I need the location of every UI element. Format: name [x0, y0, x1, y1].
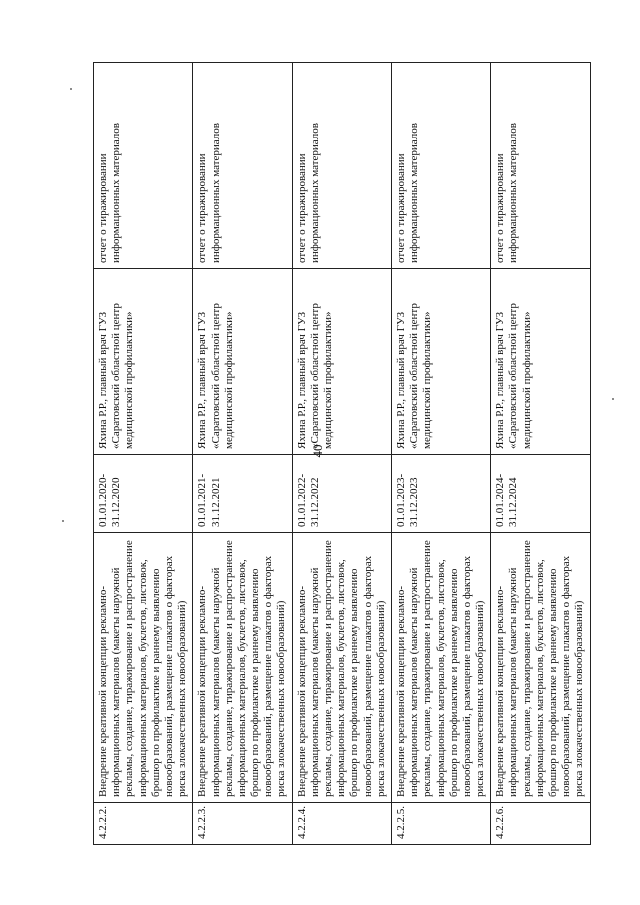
activity-description: Внедрение креативной концепции рекламно-информационных материалов (макеты наружной рекламы, создание, тиражирование и распространение информационных материалов, буклетов, листовок, брошюр по профилактике и раннему выявлению новообразований, размещение плакатов о факторах риска злокачественных новообразований): [193, 533, 292, 803]
expected-result: отчет о тиражировании информационных материалов: [193, 63, 292, 269]
plan-table-area: [93, 63, 586, 845]
activity-description: Внедрение креативной концепции рекламно-информационных материалов (макеты наружной рекламы, создание, тиражирование и распространение информационных материалов, буклетов, листовок, брошюр по профилактике и раннему выявлению новообразований, размещение плакатов о факторах риска злокачественных новообразований): [94, 533, 193, 803]
date-range: 01.01.2024-31.12.2024: [491, 455, 590, 533]
item-number: 4.2.2.6.: [491, 803, 590, 845]
responsible-person: Яхина Р.Р., главный врач ГУЗ «Саратовский областной центр медицинской профилактики»: [391, 269, 490, 455]
page-number: 40: [310, 444, 325, 458]
responsible-person: Яхина Р.Р., главный врач ГУЗ «Саратовский областной центр медицинской профилактики»: [94, 269, 193, 455]
table-row: [391, 63, 490, 845]
activity-description: Внедрение креативной концепции рекламно-информационных материалов (макеты наружной рекламы, создание, тиражирование и распространение информационных материалов, буклетов, листовок, брошюр по профилактике и раннему выявлению новообразований, размещение плакатов о факторах риска злокачественных новообразований): [391, 533, 490, 803]
plan-table: [93, 62, 591, 845]
date-range: 01.01.2023-31.12.2023: [391, 455, 490, 533]
expected-result: отчет о тиражировании информационных материалов: [94, 63, 193, 269]
item-number: 4.2.2.5.: [391, 803, 490, 845]
activity-description: Внедрение креативной концепции рекламно-информационных материалов (макеты наружной рекламы, создание, тиражирование и распространение информационных материалов, буклетов, листовок, брошюр по профилактике и раннему выявлению новообразований, размещение плакатов о факторах риска злокачественных новообразований): [292, 533, 391, 803]
expected-result: отчет о тиражировании информационных материалов: [391, 63, 490, 269]
expected-result: отчет о тиражировании информационных материалов: [491, 63, 590, 269]
table-row: [491, 63, 590, 845]
scan-speck: [612, 398, 614, 400]
table-row: [193, 63, 292, 845]
date-range: 01.01.2020-31.12.2020: [94, 455, 193, 533]
responsible-person: Яхина Р.Р., главный врач ГУЗ «Саратовский областной центр медицинской профилактики»: [491, 269, 590, 455]
scan-speck: [70, 88, 72, 90]
date-range: 01.01.2021-31.12.2021: [193, 455, 292, 533]
item-number: 4.2.2.4.: [292, 803, 391, 845]
scan-speck: [62, 520, 64, 522]
activity-description: Внедрение креативной концепции рекламно-информационных материалов (макеты наружной рекламы, создание, тиражирование и распространение информационных материалов, буклетов, листовок, брошюр по профилактике и раннему выявлению новообразований, размещение плакатов о факторах риска злокачественных новообразований): [491, 533, 590, 803]
item-number: 4.2.2.3.: [193, 803, 292, 845]
expected-result: отчет о тиражировании информационных материалов: [292, 63, 391, 269]
plan-table-body: [94, 63, 591, 845]
table-row: [94, 63, 193, 845]
responsible-person: Яхина Р.Р., главный врач ГУЗ «Саратовский областной центр медицинской профилактики»: [292, 269, 391, 455]
table-row: [292, 63, 391, 845]
responsible-person: Яхина Р.Р., главный врач ГУЗ «Саратовский областной центр медицинской профилактики»: [193, 269, 292, 455]
rotated-table-container: [93, 63, 586, 845]
item-number: 4.2.2.2.: [94, 803, 193, 845]
date-range: 01.01.2022-31.12.2022: [292, 455, 391, 533]
